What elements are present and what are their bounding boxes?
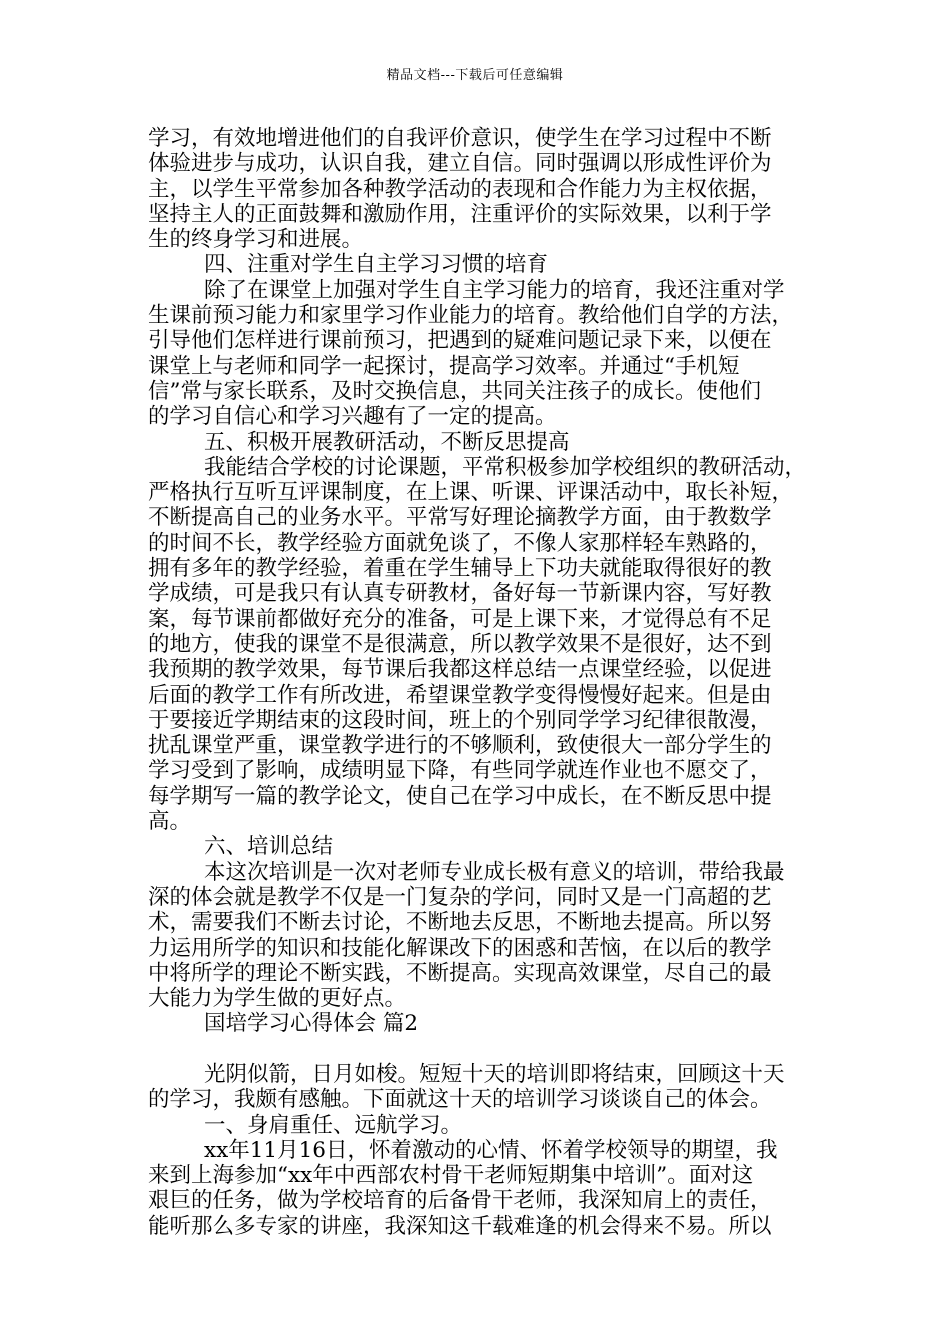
text-line: 大能力为学生做的更好点。 — [148, 986, 407, 1012]
text-line: 的学习自信心和学习兴趣有了一定的提高。 — [148, 404, 557, 430]
blank-line — [148, 1037, 812, 1062]
text-line: 艰巨的任务，做为学校培育的后备骨干老师，我深知肩上的责任， — [148, 1188, 772, 1214]
text-line: 每学期写一篇的教学论文，使自己在学习中成长，在不断反思中提 — [148, 783, 772, 809]
page-header: 精品文档---下载后可任意编辑 — [386, 68, 564, 83]
text-line: 术，需要我们不断去讨论，不断地去反思，不断地去提高。所以努 — [148, 910, 772, 936]
text-line: 的时间不长，教学经验方面就免谈了，不像人家那样轻车熟路的， — [148, 530, 772, 556]
text-line: 一、身肩重任、远航学习。 — [204, 1112, 463, 1138]
text-line: 生课前预习能力和家里学习作业能力的培育。教给他们自学的方法， — [148, 303, 794, 329]
text-line: 后面的教学工作有所改进，希望课堂教学变得慢慢好起来。但是由 — [148, 682, 772, 708]
text-line: 四、注重对学生自主学习习惯的培育 — [204, 252, 549, 278]
text-line: 深的体会就是教学不仅是一门复杂的学问，同时又是一门高超的艺 — [148, 884, 772, 910]
text-line: 来到上海参加“xx年中西部农村骨干老师短期集中培训”。面对这 — [148, 1163, 754, 1189]
text-line: 除了在课堂上加强对学生自主学习能力的培育，我还注重对学 — [204, 277, 785, 303]
text-line: 学习受到了影响，成绩明显下降，有些同学就连作业也不愿交了， — [148, 758, 772, 784]
text-line: 体验进步与成功，认识自我，建立自信。同时强调以形成性评价为 — [148, 151, 772, 177]
text-line: 国培学习心得体会 篇2 — [204, 1011, 419, 1037]
document-body — [148, 126, 812, 1239]
text-line: 课堂上与老师和同学一起探讨，提高学习效率。并通过“手机短 — [148, 353, 740, 379]
text-line: 案，每节课前都做好充分的准备，可是上课下来，才觉得总有不足 — [148, 606, 772, 632]
text-line: 拥有多年的教学经验，着重在学生辅导上下功夫就能取得很好的教 — [148, 556, 772, 582]
text-line: 六、培训总结 — [204, 834, 334, 860]
text-line: 中将所学的理论不断实践，不断提高。实现高效课堂，尽自己的最 — [148, 960, 772, 986]
text-line: 严格执行互听互评课制度，在上课、听课、评课活动中，取长补短， — [148, 480, 794, 506]
text-line: 扰乱课堂严重，课堂教学进行的不够顺利，致使很大一部分学生的 — [148, 733, 772, 759]
text-line: 我预期的教学效果，每节课后我都这样总结一点课堂经验，以促进 — [148, 657, 772, 683]
text-line: 于要接近学期结束的这段时间，班上的个别同学学习纪律很散漫， — [148, 707, 772, 733]
text-line: 本这次培训是一次对老师专业成长极有意义的培训，带给我最 — [204, 859, 785, 885]
text-line: 坚持主人的正面鼓舞和激励作用，注重评价的实际效果，以利于学 — [148, 201, 772, 227]
text-line: 光阴似箭，日月如梭。短短十天的培训即将结束，回顾这十天 — [204, 1061, 785, 1087]
text-line: 学成绩，可是我只有认真专研教材，备好每一节新课内容，写好教 — [148, 581, 772, 607]
text-line: 主，以学生平常参加各种教学活动的表现和合作能力为主权依据， — [148, 176, 772, 202]
text-line: 生的终身学习和进展。 — [148, 227, 364, 253]
text-line: xx年11月16日，怀着激动的心情、怀着学校领导的期望，我 — [204, 1137, 778, 1163]
text-line: 力运用所学的知识和技能化解课改下的困惑和苦恼，在以后的教学 — [148, 935, 772, 961]
text-line: 五、积极开展教研活动，不断反思提高 — [204, 429, 570, 455]
text-line: 不断提高自己的业务水平。平常写好理论摘教学方面，由于教数学 — [148, 505, 772, 531]
text-line: 信”常与家长联系，及时交换信息，共同关注孩子的成长。使他们 — [148, 378, 761, 404]
text-line: 引导他们怎样进行课前预习，把遇到的疑难问题记录下来，以便在 — [148, 328, 772, 354]
text-line: 我能结合学校的讨论课题，平常积极参加学校组织的教研活动， — [204, 454, 807, 480]
text-line: 高。 — [148, 809, 192, 835]
text-line: 学习，有效地增进他们的自我评价意识，使学生在学习过程中不断 — [148, 126, 772, 151]
text-line: 的学习，我颇有感触。下面就这十天的培训学习谈谈自己的体会。 — [148, 1087, 772, 1113]
text-line: 能听那么多专家的讲座，我深知这千载难逢的机会得来不易。所以 — [148, 1213, 772, 1239]
text-line: 的地方，使我的课堂不是很满意，所以教学效果不是很好，达不到 — [148, 631, 772, 657]
